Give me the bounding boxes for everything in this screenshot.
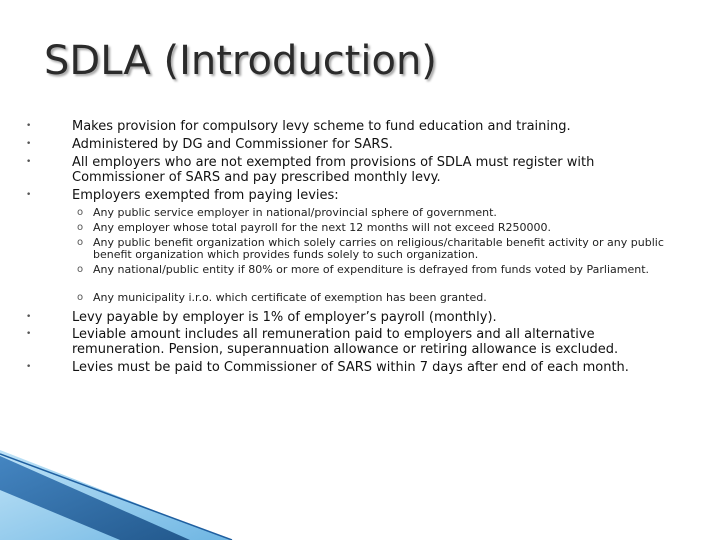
sub-bullet-text: Any municipality i.r.o. which certificate of exemption has been granted. bbox=[93, 291, 487, 304]
sub-bullet-marker: o bbox=[77, 292, 84, 303]
sub-bullet-item bbox=[77, 263, 673, 276]
sub-bullet-text: Any national/public entity if 80% or more of expenditure is defrayed from funds voted by Parliament. bbox=[93, 263, 650, 276]
bullet-item bbox=[26, 137, 682, 152]
bullet-item bbox=[26, 360, 682, 375]
bullet-text: Levies must be paid to Commissioner of SARS within 7 days after end of each month. bbox=[72, 360, 629, 375]
bullet-item bbox=[26, 310, 682, 325]
sub-bullet-text: Any employer whose total payroll for the next 12 months will not exceed R250000. bbox=[93, 221, 551, 234]
decorative-corner-graphic bbox=[0, 450, 720, 540]
sub-bullet-marker: o bbox=[77, 222, 84, 233]
slide-title: SDLA (Introduction) bbox=[44, 38, 437, 84]
bullet-marker: • bbox=[26, 362, 32, 372]
bullet-item bbox=[26, 155, 682, 185]
sub-bullet-marker: o bbox=[77, 207, 84, 218]
bullet-text: Levy payable by employer is 1% of employer’s payroll (monthly). bbox=[72, 310, 497, 325]
sub-bullet-item bbox=[77, 291, 673, 304]
bullet-marker: • bbox=[26, 329, 32, 339]
bullet-text: Makes provision for compulsory levy scheme to fund education and training. bbox=[72, 119, 571, 134]
sub-bullet-text: Any public benefit organization which solely carries on religious/charitable benefit activity or any public benefit organization which provides funds solely to such organization. bbox=[93, 236, 664, 261]
bullet-item bbox=[26, 188, 682, 203]
sub-bullet-item bbox=[77, 206, 673, 219]
bullet-text: Leviable amount includes all remuneration paid to employers and all alternative remuneration. Pension, superannuation allowance or retiring allowance is excluded. bbox=[72, 327, 619, 357]
sub-bullet-marker: o bbox=[77, 237, 84, 248]
bullet-text: Administered by DG and Commissioner for SARS. bbox=[72, 137, 393, 152]
bullet-marker: • bbox=[26, 139, 32, 149]
bullet-item bbox=[26, 327, 682, 357]
sub-bullet-item bbox=[77, 236, 673, 261]
bullet-text: All employers who are not exempted from provisions of SDLA must register with Commissioner of SARS and pay prescribed monthly levy. bbox=[72, 155, 595, 185]
bullet-marker: • bbox=[26, 157, 32, 167]
bullet-marker: • bbox=[26, 121, 32, 131]
bullet-marker: • bbox=[26, 312, 32, 322]
bullet-item bbox=[26, 119, 682, 134]
bullet-text: Employers exempted from paying levies: bbox=[72, 188, 339, 203]
sub-bullet-item bbox=[77, 221, 673, 234]
bullet-marker: • bbox=[26, 190, 32, 200]
sub-bullet-text: Any public service employer in national/provincial sphere of government. bbox=[93, 206, 497, 219]
sub-bullet-marker: o bbox=[77, 264, 84, 275]
